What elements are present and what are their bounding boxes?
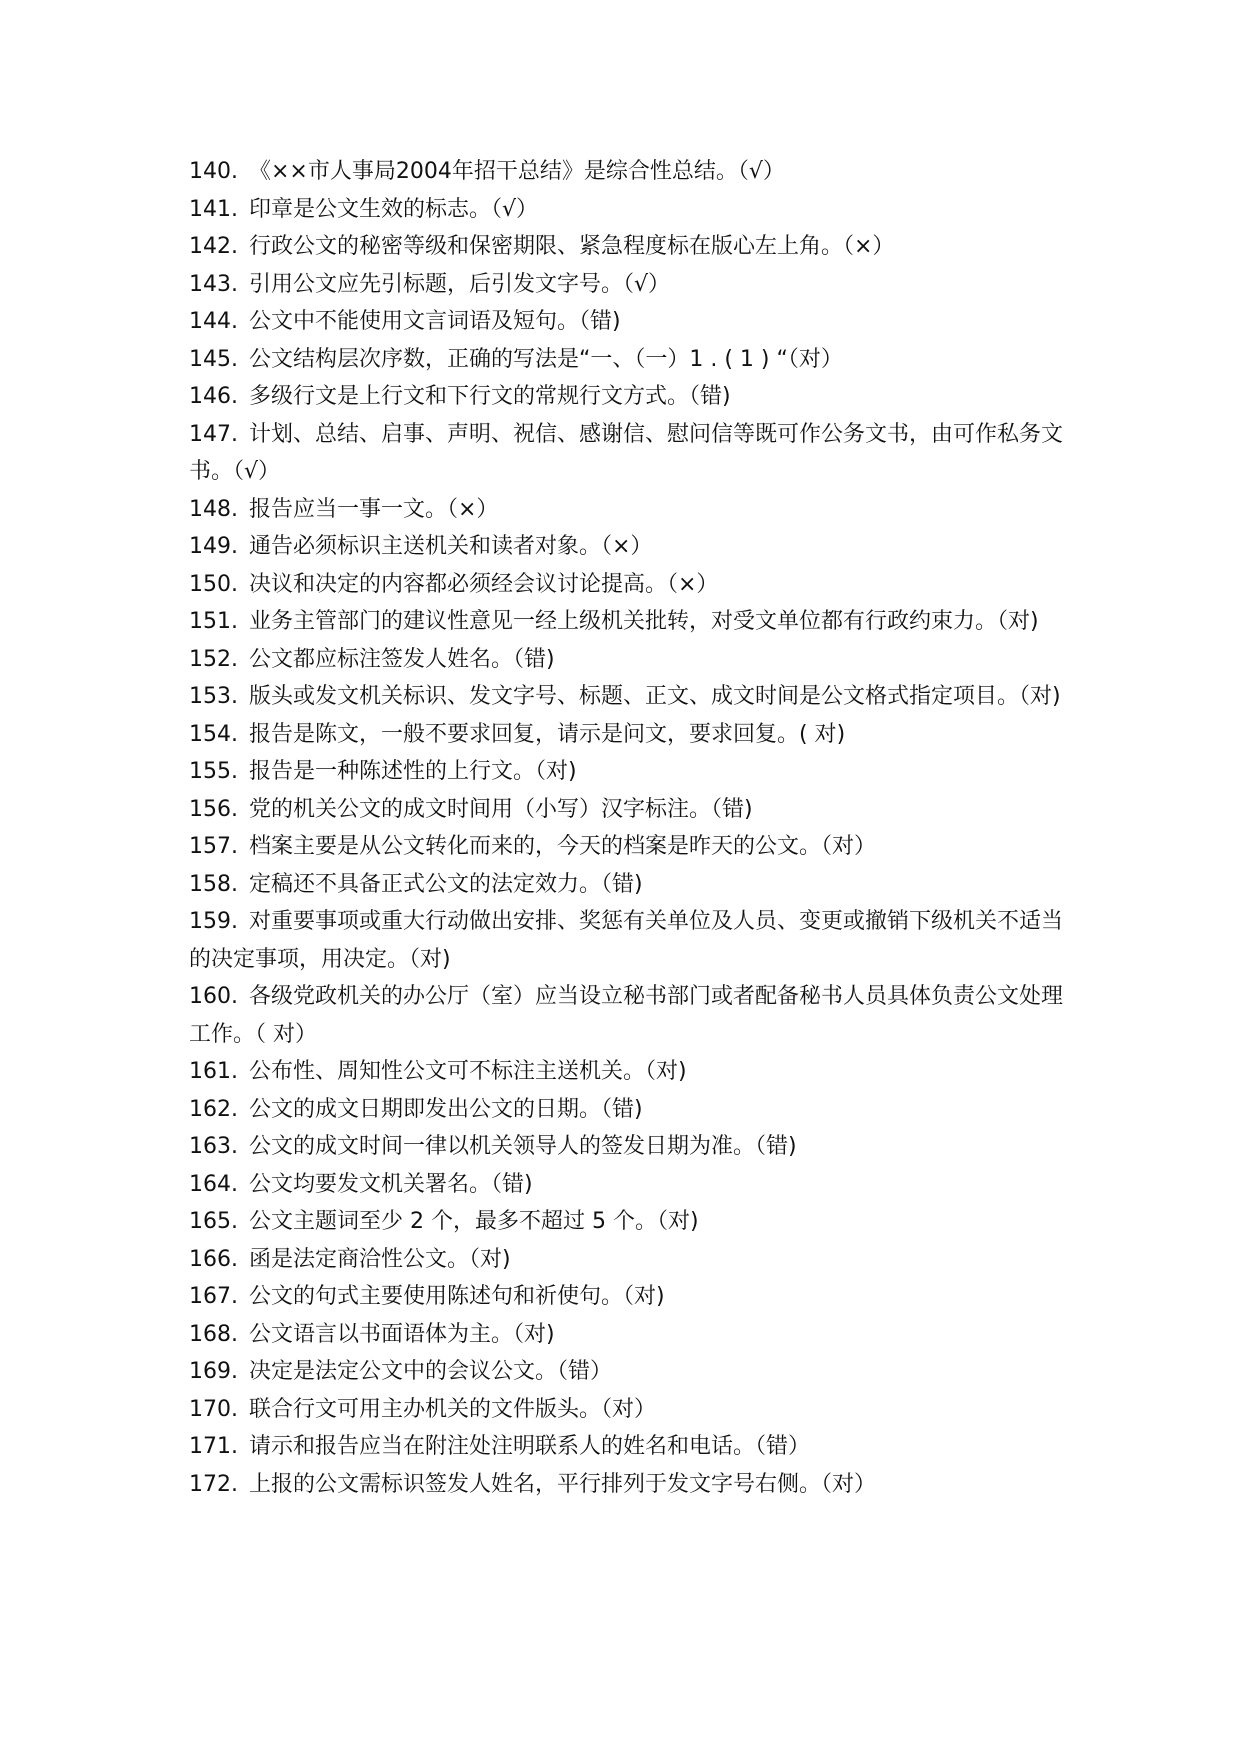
question-item: [189, 1353, 1069, 1391]
question-number: 161.: [189, 1059, 238, 1084]
question-item: [189, 416, 1069, 491]
question-text: 公文中不能使用文言词语及短句。（错): [248, 309, 621, 334]
question-text: 请示和报告应当在附注处注明联系人的姓名和电话。（错）: [248, 1434, 810, 1459]
question-number: 169.: [189, 1359, 238, 1384]
question-item: [189, 1391, 1069, 1429]
question-number: 160.: [189, 984, 238, 1009]
question-number: 144.: [189, 309, 238, 334]
question-number: 168.: [189, 1321, 238, 1347]
question-number: 142.: [189, 234, 238, 259]
question-text: 函是法定商洽性公文。（对): [248, 1246, 511, 1272]
question-number: 147.: [189, 421, 238, 447]
question-text: 公文语言以书面语体为主。（对): [248, 1321, 555, 1347]
question-item: [189, 903, 1069, 978]
question-number: 158.: [189, 871, 238, 897]
question-number: 166.: [189, 1246, 238, 1272]
question-text: 各级党政机关的办公厅（室）应当设立秘书部门或者配备秘书人员具体负责公文处理工作。（ 对）: [189, 984, 1063, 1047]
question-item: [189, 603, 1069, 641]
question-item: [189, 266, 1069, 304]
question-text: 《××市人事局2004年招干总结》是综合性总结。（√）: [248, 159, 785, 184]
question-text: 公文的成文时间一律以机关领导人的签发日期为准。（错): [248, 1134, 797, 1159]
question-number: 155.: [189, 759, 238, 784]
question-number: 153.: [189, 684, 238, 709]
question-number: 172.: [189, 1471, 238, 1497]
question-text: 公文的成文日期即发出公文的日期。（错): [248, 1096, 643, 1122]
question-number: 154.: [189, 721, 238, 747]
question-item: [189, 1053, 1069, 1091]
question-text: 公文结构层次序数，正确的写法是“一、（一）1 . ( 1 ) “（对）: [248, 346, 843, 372]
question-item: [189, 1128, 1069, 1166]
question-item: [189, 1203, 1069, 1241]
question-item: [189, 1166, 1069, 1204]
question-text: 联合行文可用主办机关的文件版头。（对）: [248, 1396, 656, 1422]
question-number: 150.: [189, 571, 238, 597]
question-text: 计划、总结、启事、声明、祝信、感谢信、慰问信等既可作公务文书，由可作私务文书。（√）: [189, 421, 1063, 484]
question-item: [189, 791, 1069, 829]
question-text: 多级行文是上行文和下行文的常规行文方式。（错): [248, 384, 731, 409]
question-number: 165.: [189, 1209, 238, 1234]
question-number: 162.: [189, 1096, 238, 1122]
question-number: 149.: [189, 534, 238, 559]
question-number: 159.: [189, 909, 238, 934]
question-text: 报告应当一事一文。（×）: [248, 496, 499, 522]
question-number: 156.: [189, 796, 238, 822]
question-item: [189, 828, 1069, 866]
question-item: [189, 191, 1069, 229]
question-item: [189, 678, 1069, 716]
question-text: 报告是一种陈述性的上行文。（对): [248, 759, 577, 784]
question-number: 170.: [189, 1396, 238, 1422]
question-text: 决议和决定的内容都必须经会议讨论提高。（×）: [248, 571, 719, 597]
question-item: [189, 641, 1069, 679]
question-text: 对重要事项或重大行动做出安排、奖惩有关单位及人员、变更或撤销下级机关不适当的决定事项，用决定。（对): [189, 909, 1063, 972]
question-text: 行政公文的秘密等级和保密期限、紧急程度标在版心左上角。（×）: [248, 234, 895, 259]
question-number: 152.: [189, 646, 238, 672]
question-number: 146.: [189, 384, 238, 409]
question-item: [189, 1278, 1069, 1316]
question-item: [189, 528, 1069, 566]
question-item: [189, 378, 1069, 416]
question-text: 报告是陈文，一般不要求回复，请示是问文，要求回复。( 对): [248, 721, 846, 747]
question-number: 157.: [189, 834, 238, 859]
question-item: [189, 1241, 1069, 1279]
question-number: 145.: [189, 346, 238, 372]
question-text: 公文均要发文机关署名。（错): [248, 1171, 533, 1197]
question-list: [189, 153, 1069, 1503]
question-item: [189, 566, 1069, 604]
question-item: [189, 1466, 1069, 1504]
question-number: 143.: [189, 271, 238, 297]
question-text: 通告必须标识主送机关和读者对象。（×）: [248, 534, 653, 559]
question-text: 决定是法定公文中的会议公文。（错）: [248, 1359, 612, 1384]
question-text: 印章是公文生效的标志。（√）: [248, 196, 539, 222]
question-text: 版头或发文机关标识、发文字号、标题、正文、成文时间是公文格式指定项目。（对): [248, 684, 1061, 709]
question-text: 公文都应标注签发人姓名。（错): [248, 646, 555, 672]
question-text: 上报的公文需标识签发人姓名，平行排列于发文字号右侧。（对）: [248, 1471, 876, 1497]
question-item: [189, 1091, 1069, 1129]
question-item: [189, 1316, 1069, 1354]
question-item: [189, 228, 1069, 266]
question-item: [189, 1428, 1069, 1466]
question-text: 公文主题词至少 2 个，最多不超过 5 个。（对): [248, 1209, 699, 1234]
question-text: 公布性、周知性公文可不标注主送机关。（对): [248, 1059, 687, 1084]
question-number: 164.: [189, 1171, 238, 1197]
question-item: [189, 153, 1069, 191]
question-item: [189, 978, 1069, 1053]
question-number: 151.: [189, 609, 238, 634]
question-text: 定稿还不具备正式公文的法定效力。（错): [248, 871, 643, 897]
question-number: 141.: [189, 196, 238, 222]
question-item: [189, 491, 1069, 529]
question-number: 163.: [189, 1134, 238, 1159]
question-item: [189, 866, 1069, 904]
question-text: 引用公文应先引标题，后引发文字号。（√）: [248, 271, 671, 297]
question-text: 业务主管部门的建议性意见一经上级机关批转，对受文单位都有行政约束力。（对): [248, 609, 1039, 634]
question-number: 167.: [189, 1284, 238, 1309]
question-number: 148.: [189, 496, 238, 522]
question-item: [189, 303, 1069, 341]
question-text: 档案主要是从公文转化而来的，今天的档案是昨天的公文。（对）: [248, 834, 876, 859]
question-number: 140.: [189, 159, 238, 184]
question-item: [189, 716, 1069, 754]
question-text: 公文的句式主要使用陈述句和祈使句。（对): [248, 1284, 665, 1309]
question-number: 171.: [189, 1434, 238, 1459]
question-item: [189, 341, 1069, 379]
question-text: 党的机关公文的成文时间用（小写）汉字标注。（错): [248, 796, 753, 822]
question-item: [189, 753, 1069, 791]
